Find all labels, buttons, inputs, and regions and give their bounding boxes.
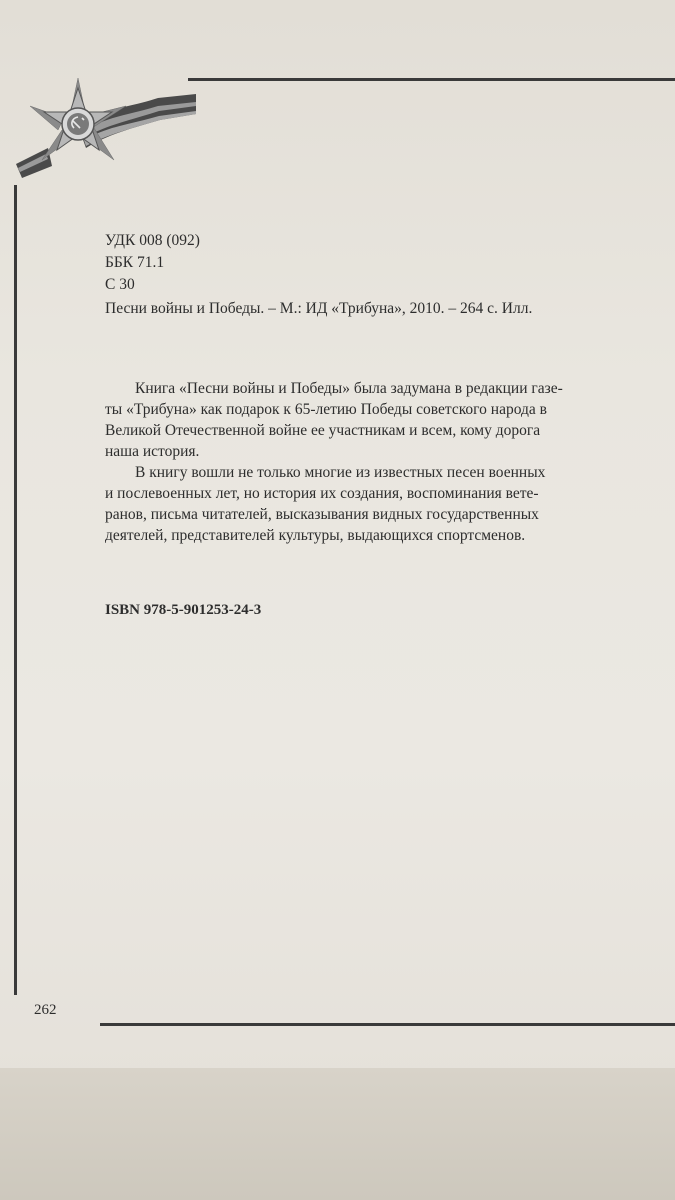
bibliographic-entry: Песни войны и Победы. – М.: ИД «Трибуна», 2010. – 264 с. Илл.	[105, 300, 533, 317]
frame-bottom-line	[100, 1023, 675, 1026]
isbn: ISBN 978-5-901253-24-3	[105, 602, 262, 618]
underlying-page-edge	[0, 1068, 675, 1200]
annotation-paragraph: В книгу вошли не только многие из известных песен военных и послевоенных лет, но история их создания, воспоминания вете- ранов, письма читателей, высказывания видных государственных деятелей, представителей культуры, выдающихся спортсменов.	[105, 464, 546, 544]
udk-code: УДК 008 (092)	[105, 232, 200, 249]
order-of-patriotic-war-star-icon	[8, 68, 198, 188]
page-number: 262	[34, 1002, 57, 1018]
bbk-code: ББК 71.1	[105, 254, 165, 271]
frame-top-line	[188, 78, 675, 81]
frame-left-line	[14, 185, 17, 995]
author-code: С 30	[105, 276, 135, 293]
st-george-ribbon-icon	[16, 94, 196, 178]
annotation-paragraph: Книга «Песни войны и Победы» была задумана в редакции газе- ты «Трибуна» как подарок к 65-летию Победы советского народа в Великой Отечественной войне ее участникам и всем, кому дорога наша история.	[105, 380, 563, 460]
